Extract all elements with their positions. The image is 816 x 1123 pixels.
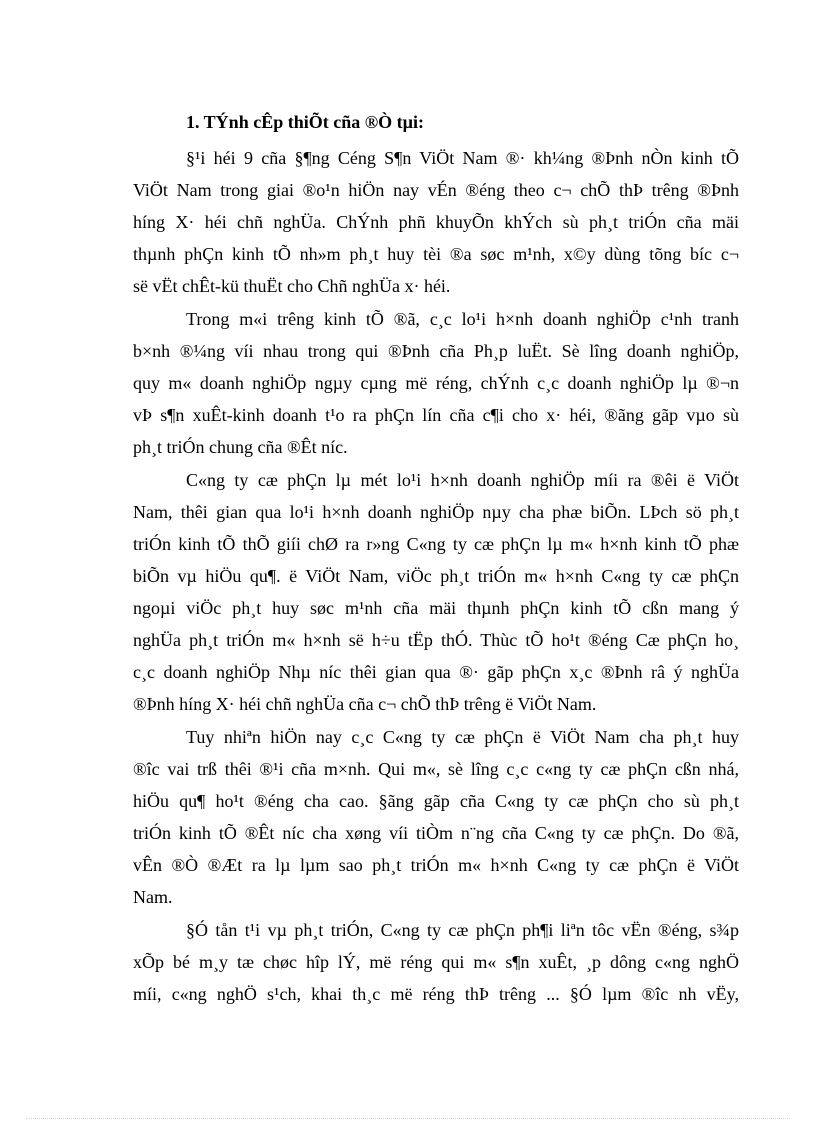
- text-line: ®îc vai trß thêi ®¹i cña m×nh. Qui m«, sè lîng c¸c c«ng ty cæ phÇn cßn nhá,: [133, 759, 739, 779]
- text-line: Tuy nhiªn hiÖn nay c¸c C«ng ty cæ phÇn ë ViÖt Nam cha ph¸t huy: [186, 727, 739, 747]
- text-line: hiÖu qu¶ ho¹t ®éng cha cao. §ãng gãp cña C«ng ty cæ phÇn cho sù ph¸t: [133, 791, 739, 811]
- text-line: C«ng ty cæ phÇn lµ mét lo¹i h×nh doanh nghiÖp míi ra ®êi ë ViÖt: [186, 470, 739, 490]
- text-line: vÊn ®Ò ®Æt ra lµ lµm sao ph¸t triÓn m« h×nh C«ng ty cæ phÇn ë ViÖt: [133, 855, 739, 875]
- page-bottom-divider: [26, 1118, 790, 1119]
- text-line: triÓn kinh tÕ ®Êt níc cha xøng víi tiÒm n¨ng cña C«ng ty cæ phÇn. Do ®ã,: [133, 823, 739, 843]
- text-line: vÞ s¶n xuÊt-kinh doanh t¹o ra phÇn lín cña c¶i cho x· héi, ®ãng gãp vµo sù: [133, 405, 739, 425]
- text-line: ph¸t triÓn chung cña ®Êt níc.: [133, 437, 348, 457]
- text-line: biÕn vµ hiÖu qu¶. ë ViÖt Nam, viÖc ph¸t triÓn m« h×nh C«ng ty cæ phÇn: [133, 566, 739, 586]
- text-line: §Ó tån t¹i vµ ph¸t triÓn, C«ng ty cæ phÇn ph¶i liªn tôc vËn ®éng, s¾p: [186, 920, 739, 940]
- text-line: thµnh phÇn kinh tÕ nh»m ph¸t huy tèi ®a søc m¹nh, x©y dùng tõng bíc c¬: [133, 244, 739, 264]
- text-line: ®Þnh híng X· héi chñ nghÜa cña c¬ chÕ thÞ trêng ë ViÖt Nam.: [133, 694, 597, 714]
- text-line: híng X· héi chñ nghÜa. ChÝnh phñ khuyÕn khÝch sù ph¸t triÓn cña mäi: [133, 212, 739, 232]
- text-line: míi, c«ng nghÖ s¹ch, khai th¸c më réng thÞ trêng ... §Ó lµm ®îc nh vËy,: [133, 984, 739, 1004]
- text-line: Nam.: [133, 887, 173, 907]
- text-line: së vËt chÊt-kü thuËt cho Chñ nghÜa x· héi.: [133, 276, 451, 296]
- text-line: ngoµi viÖc ph¸t huy søc m¹nh cña mäi thµnh phÇn kinh tÕ cßn mang ý: [133, 598, 739, 618]
- text-line: ViÖt Nam trong giai ®o¹n hiÖn nay vÉn ®éng theo c¬ chÕ thÞ trêng ®Þnh: [133, 180, 739, 200]
- text-line: nghÜa ph¸t triÓn m« h×nh së h÷u tËp thÓ. Thùc tÕ ho¹t ®éng Cæ phÇn ho¸: [133, 630, 739, 650]
- text-line: xÕp bé m¸y tæ chøc hîp lÝ, më réng qui m« s¶n xuÊt, ¸p dông c«ng nghÖ: [133, 952, 739, 972]
- text-line: c¸c doanh nghiÖp Nhµ níc thêi gian qua ®· gãp phÇn x¸c ®Þnh râ ý nghÜa: [133, 662, 739, 682]
- text-line: quy m« doanh nghiÖp ngµy cµng më réng, chÝnh c¸c doanh nghiÖp lµ ®¬n: [133, 373, 739, 393]
- text-line: Trong m«i trêng kinh tÕ ®ã, c¸c lo¹i h×nh doanh nghiÖp c¹nh tranh: [186, 309, 739, 329]
- section-heading: 1. TÝnh cÊp thiÕt cña ®Ò tµi:: [186, 112, 425, 132]
- text-line: b×nh ®¼ng víi nhau trong qui ®Þnh cña Ph¸p luËt. Sè lîng doanh nghiÖp,: [133, 341, 739, 361]
- text-line: §¹i héi 9 cña §¶ng Céng S¶n ViÖt Nam ®· kh¼ng ®Þnh nÒn kinh tÕ: [186, 148, 739, 168]
- text-line: triÓn kinh tÕ thÕ giíi chØ ra r»ng C«ng ty cæ phÇn lµ m« h×nh kinh tÕ phæ: [133, 534, 739, 554]
- text-line: Nam, thêi gian qua lo¹i h×nh doanh nghiÖp nµy cha phæ biÕn. LÞch sö ph¸t: [133, 502, 739, 522]
